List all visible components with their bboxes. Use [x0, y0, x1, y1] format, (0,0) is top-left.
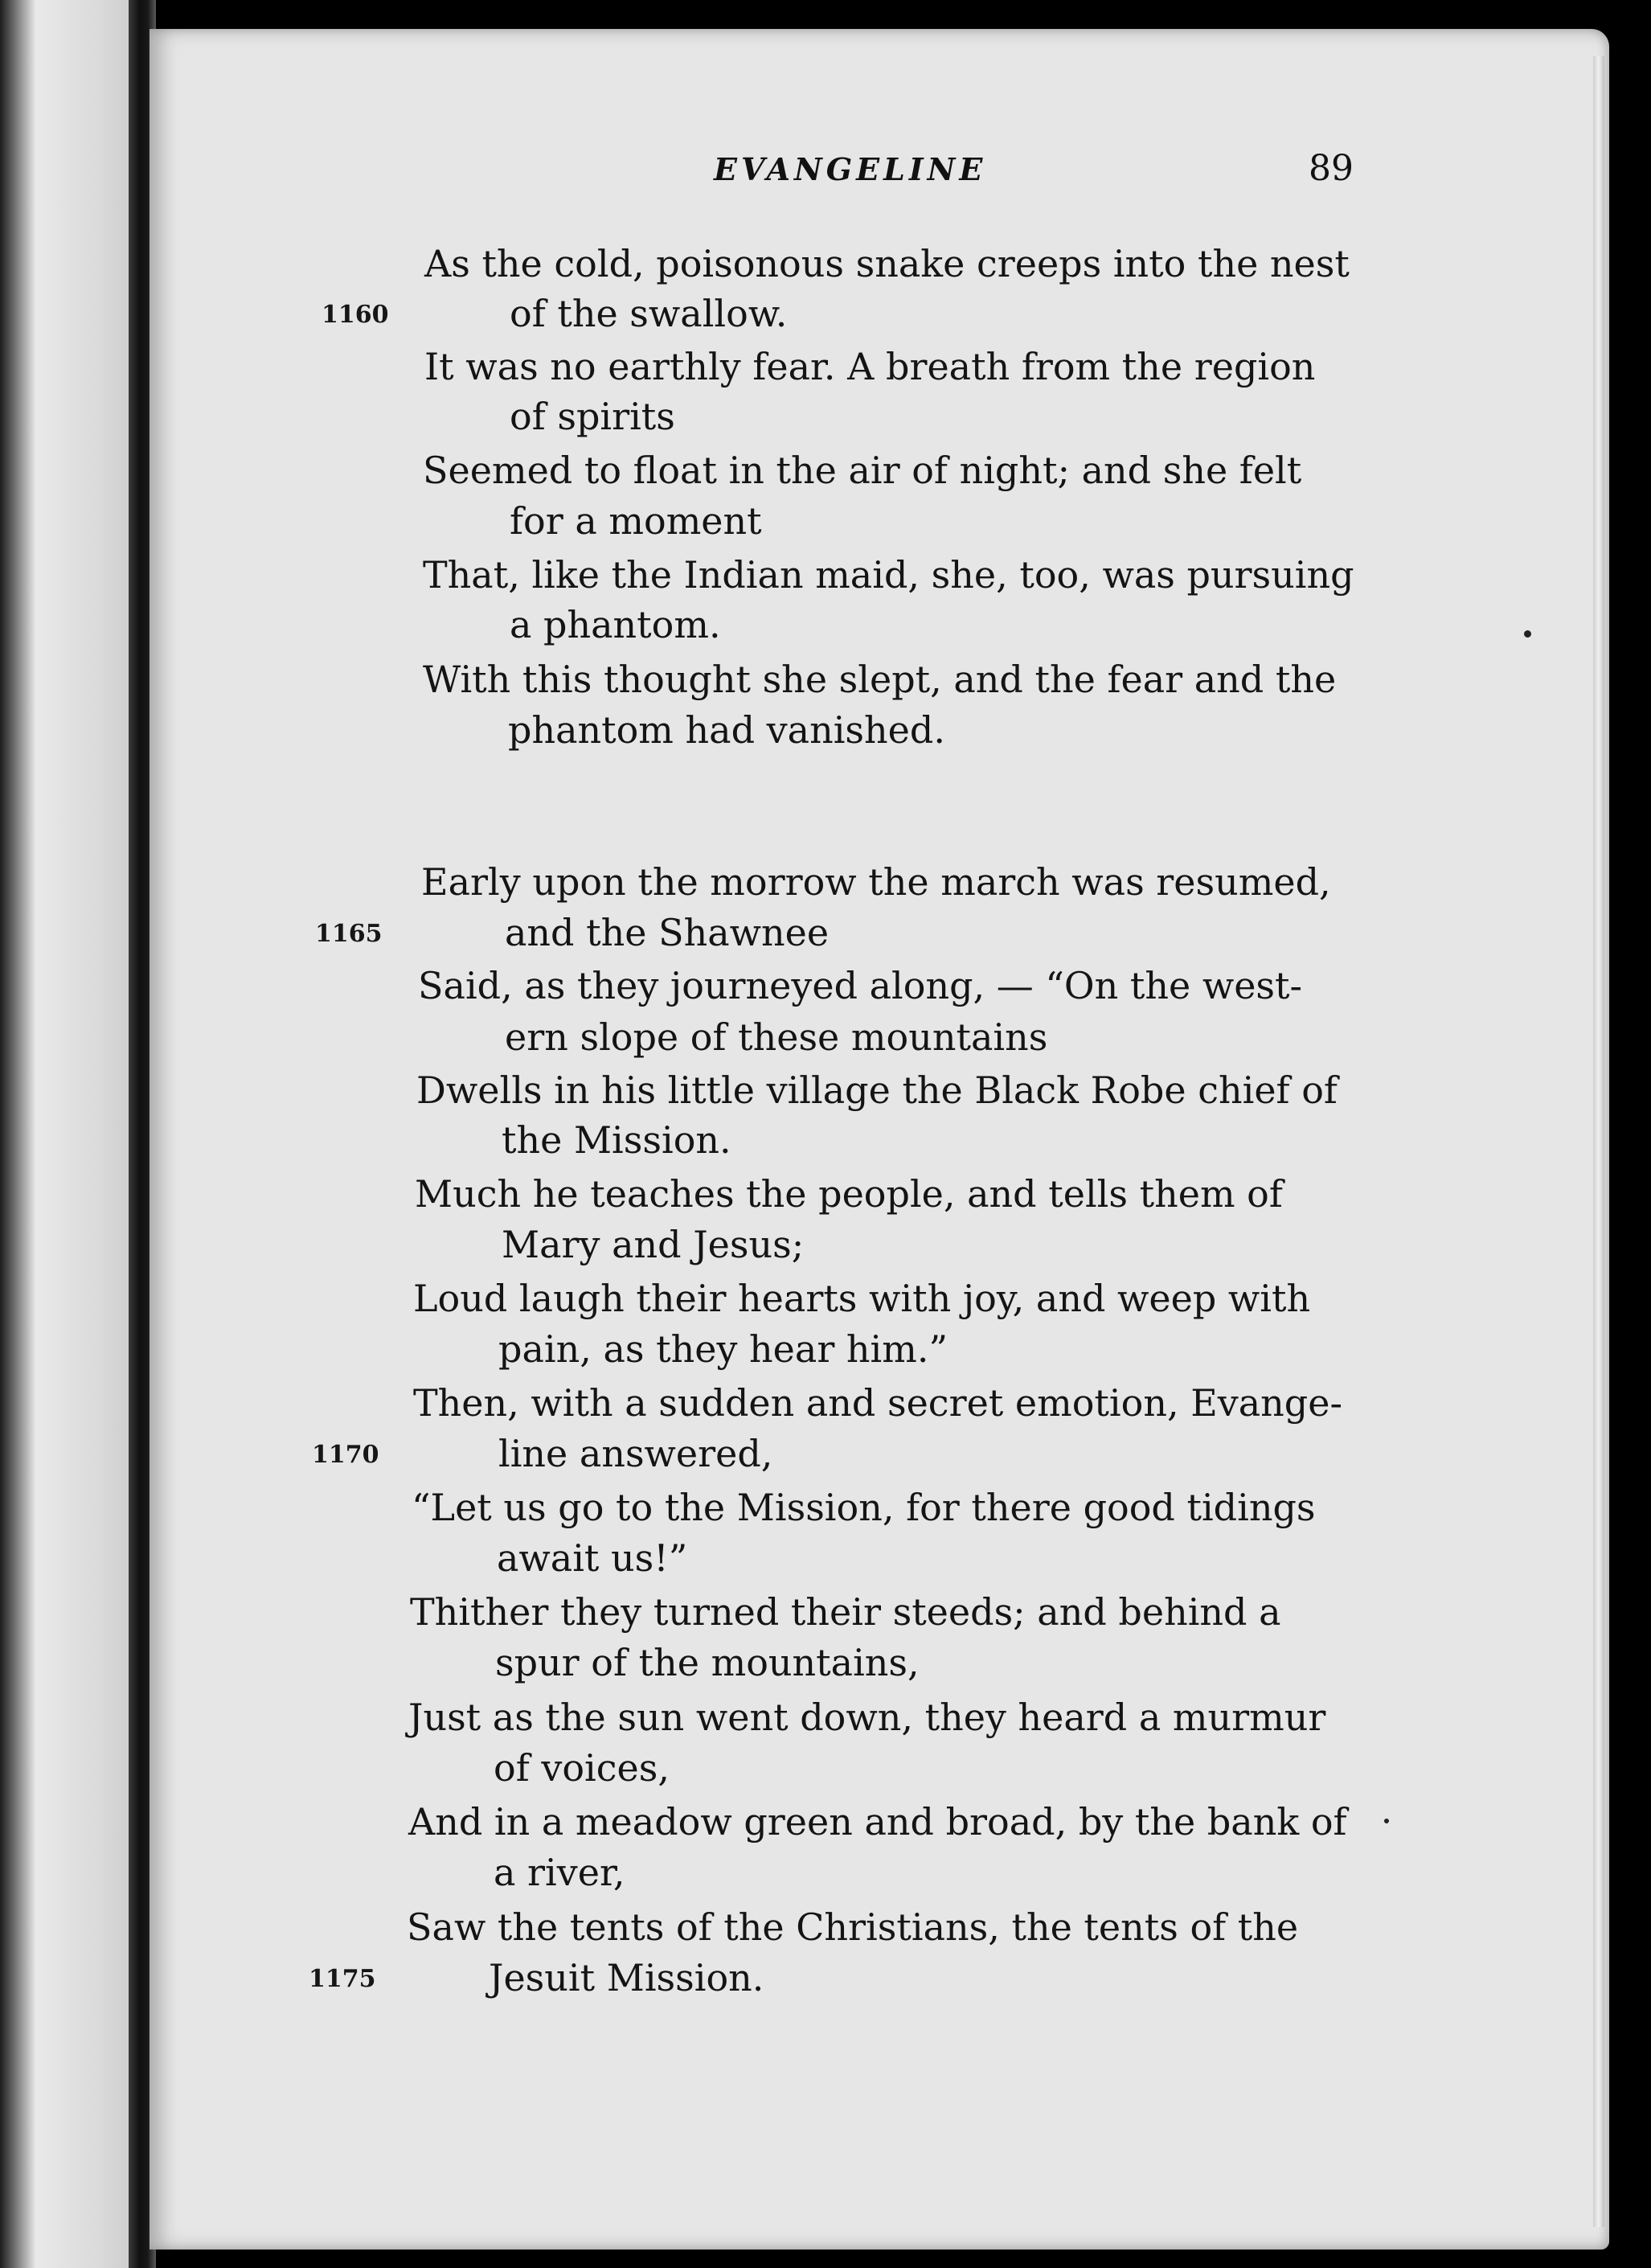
ink-speck: [1384, 1819, 1389, 1823]
poem-line: As the cold, poisonous snake creeps into the nest: [424, 242, 1350, 285]
poem-line: “Let us go to the Mission, for there good tidings: [412, 1486, 1316, 1529]
poem-line: line answered,: [498, 1432, 773, 1475]
poem-line: of spirits: [510, 395, 675, 438]
line-number: 1165: [315, 920, 383, 948]
poem-line: of the swallow.: [510, 292, 788, 335]
poem-line: spur of the mountains,: [495, 1641, 920, 1684]
line-number: 1175: [309, 1965, 376, 1993]
poem-line: It was no earthly fear. A breath from the region: [424, 345, 1316, 388]
poem-line: Saw the tents of the Christians, the tents of the: [407, 1905, 1299, 1949]
poem-line: Dwells in his little village the Black Robe chief of: [416, 1068, 1338, 1112]
poem-line: Seemed to float in the air of night; and she felt: [423, 449, 1302, 492]
page-number: 89: [1309, 148, 1354, 189]
line-number: 1170: [312, 1441, 379, 1469]
poem-line: pain, as they hear him.”: [498, 1327, 948, 1371]
ink-speck: [1524, 630, 1531, 638]
poem-line: That, like the Indian maid, she, too, was pursuing: [423, 553, 1354, 597]
poem-line: for a moment: [510, 499, 762, 543]
poem-line: Much he teaches the people, and tells them of: [415, 1172, 1283, 1216]
poem-line: Said, as they journeyed along, — “On the west-: [418, 964, 1303, 1007]
poem-line: ern slope of these mountains: [505, 1015, 1048, 1059]
poem-line: phantom had vanished.: [508, 708, 945, 752]
poem-line: await us!”: [497, 1536, 688, 1580]
poem-line: and the Shawnee: [505, 911, 830, 954]
poem-line: Loud laugh their hearts with joy, and weep with: [413, 1277, 1311, 1320]
poem-line: With this thought she slept, and the fear and the: [423, 658, 1337, 701]
facing-page-edge: [0, 0, 143, 2268]
poem-line: Just as the sun went down, they heard a murmur: [408, 1696, 1326, 1739]
poem-line: Mary and Jesus;: [502, 1223, 805, 1266]
poem-line: a phantom.: [510, 603, 721, 646]
poem-line: of voices,: [494, 1746, 670, 1790]
poem-line: Jesuit Mission.: [489, 1956, 764, 1999]
poem-line: Early upon the morrow the march was resumed,: [421, 860, 1331, 904]
poem-line: a river,: [494, 1851, 625, 1894]
poem-line: the Mission.: [502, 1118, 731, 1162]
poem-line: And in a meadow green and broad, by the bank of: [408, 1800, 1347, 1844]
page-fore-edge: [1593, 56, 1604, 2227]
line-number: 1160: [322, 301, 389, 329]
poem-line: Then, with a sudden and secret emotion, Evange-: [413, 1381, 1343, 1425]
running-head: EVANGELINE: [714, 151, 987, 187]
poem-line: Thither they turned their steeds; and behind a: [410, 1590, 1281, 1634]
